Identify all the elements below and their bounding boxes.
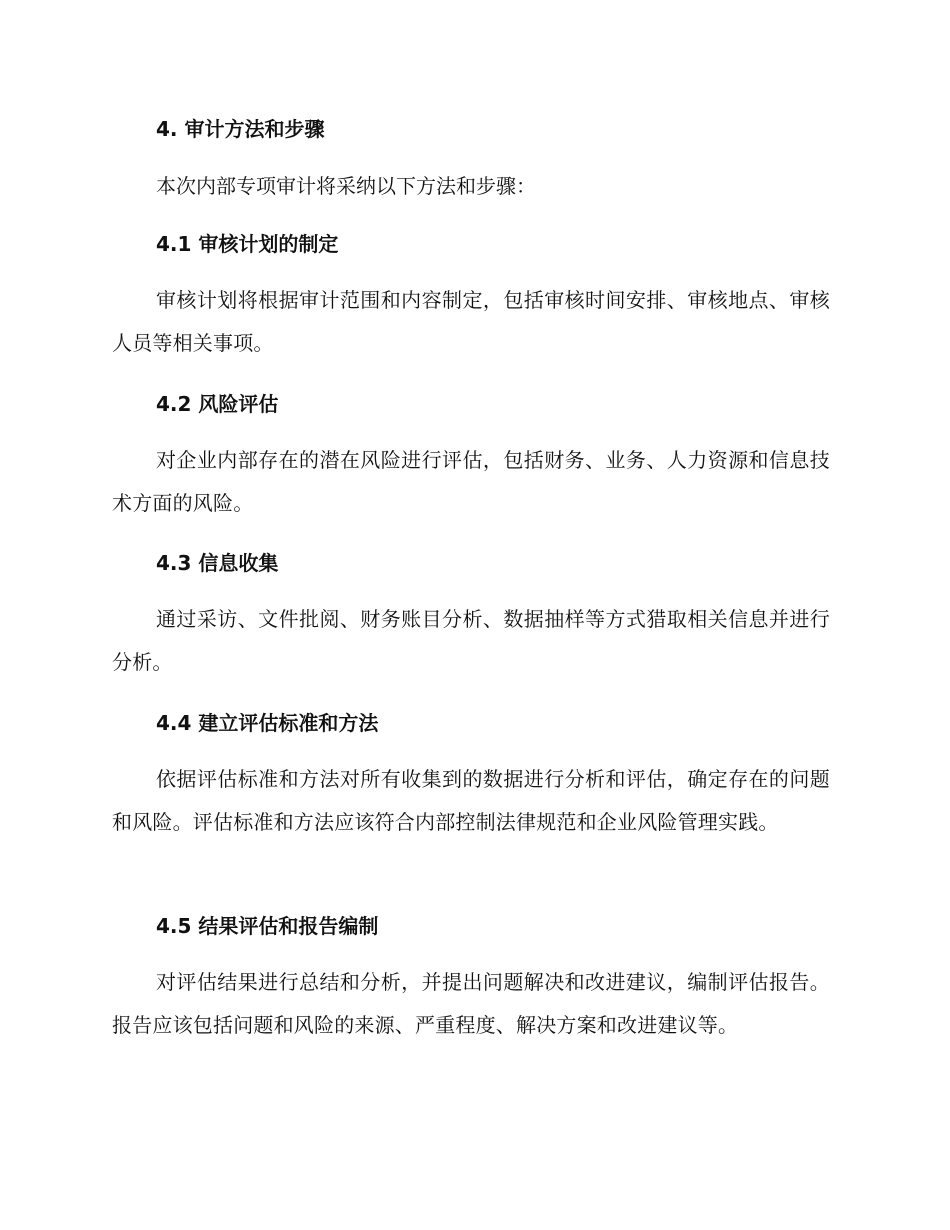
subsection-body-4-2: 对企业内部存在的潜在风险进行评估，包括财务、业务、人力资源和信息技术方面的风险。 [112, 448, 830, 515]
subsection-heading-4-2: 4.2 风险评估 [156, 392, 279, 416]
subsection-heading-4-3: 4.3 信息收集 [156, 551, 279, 575]
intro-paragraph: 本次内部专项审计将采纳以下方法和步骤： [156, 174, 536, 198]
subsection-heading-4-4: 4.4 建立评估标准和方法 [156, 711, 379, 735]
subsection-body-4-5: 对评估结果进行总结和分析，并提出问题解决和改进建议，编制评估报告。报告应该包括问题和风险的来源、严重程度、解决方案和改进建议等。 [112, 970, 830, 1037]
subsection-body-4-1: 审核计划将根据审计范围和内容制定，包括审核时间安排、审核地点、审核人员等相关事项。 [112, 288, 830, 355]
subsection-body-4-3: 通过采访、文件批阅、财务账目分析、数据抽样等方式猎取相关信息并进行分析。 [112, 607, 830, 674]
subsection-heading-4-5: 4.5 结果评估和报告编制 [156, 914, 379, 938]
subsection-body-4-4: 依据评估标准和方法对所有收集到的数据进行分析和评估，确定存在的问题和风险。评估标准和方法应该符合内部控制法律规范和企业风险管理实践。 [112, 767, 830, 834]
section-heading: 4. 审计方法和步骤 [156, 117, 325, 141]
subsection-heading-4-1: 4.1 审核计划的制定 [156, 232, 339, 256]
